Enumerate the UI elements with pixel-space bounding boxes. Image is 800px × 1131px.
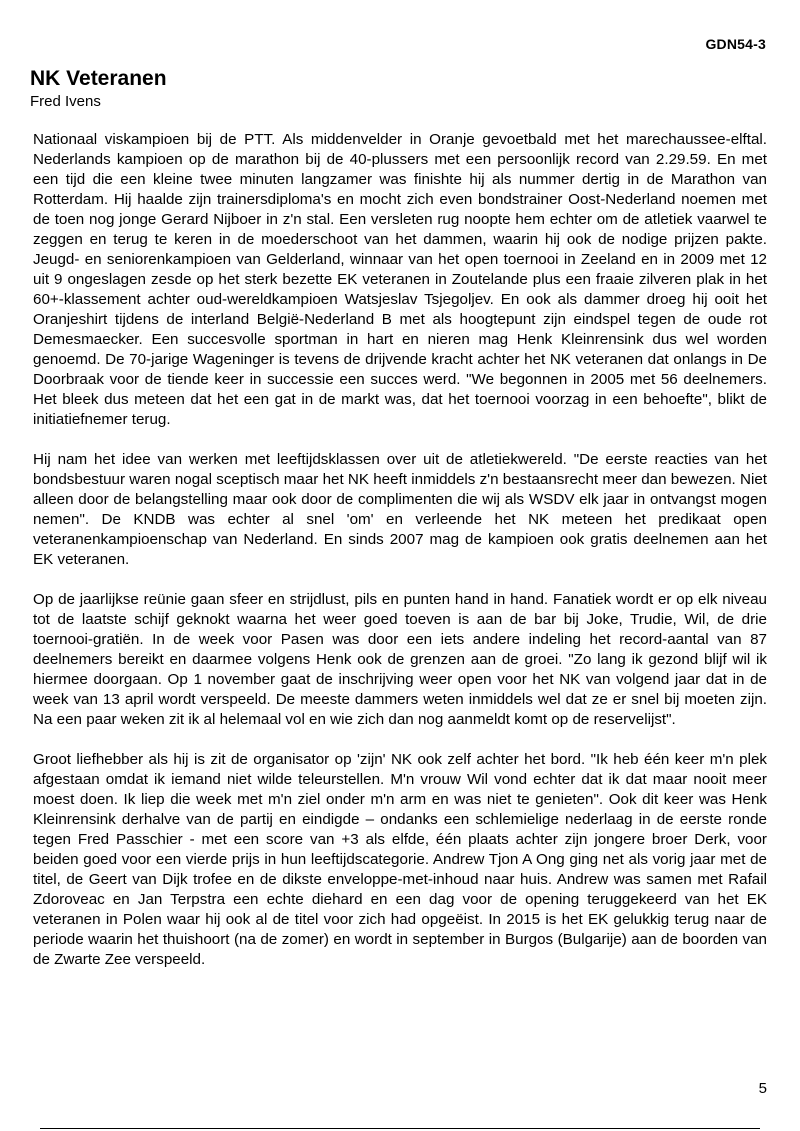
article-header bbox=[30, 66, 770, 112]
paragraph-4: Groot liefhebber als hij is zit de organisator op 'zijn' NK ook zelf achter het bord. "Ik heb één keer m'n plek afgestaan omdat ik iemand niet wilde teleurstellen. M'n vrouw Wil vond echter dat ik dat maar nooit meer moest doen. Ik liep die week met m'n ziel onder m'n arm en was niet te genieten". Ook dit keer was Henk Kleinrensink derhalve van de partij en eindigde – ondanks een schlemielige nederlaag in de eerste ronde tegen Fred Passchier - met een score van +3 als elfde, één plaats achter zijn jongere broer Derk, voor beiden goed voor een vierde prijs in hun leeftijdscategorie. Andrew Tjon A Ong ging net als vorig jaar met de titel, de Geert van Dijk trofee en de dikste enveloppe-met-inhoud naar huis. Andrew was samen met Rafail Zdoroveac en Jan Terpstra een echte diehard en een dag voor de opening teruggekeerd van het EK veteranen in Polen waar hij ook al de titel voor zich had opgeëist. In 2015 is het EK gelukkig terug naar de periode waarin het thuishoort (na de zomer) en wordt in september in Burgos (Bulgarije) aan de boorden van de Zwarte Zee verspeeld. bbox=[33, 751, 767, 968]
paragraph-3: Op de jaarlijkse reünie gaan sfeer en strijdlust, pils en punten hand in hand. Fanatiek wordt er op elk niveau tot de laatste schijf geknokt waarna het weer goed toeven is aan de bar bij Joke, Trudie, Wil, de drie toernooi-gratiën. In de week voor Pasen was door een iets andere indeling het record-aantal van 87 deelnemers bereikt en daarmee volgens Henk ook de grenzen aan de groei. "Zo lang ik gezond blijf wil ik hiermee doorgaan. Op 1 november gaat de inschrijving weer open voor het NK van volgend jaar dat in de week van 13 april wordt verspeeld. De meeste dammers weten inmiddels wel dat ze er snel bij moeten zijn. Na een paar weken zit ik al helemaal vol en wie zich dan nog aanmeldt komt op de reservelijst". bbox=[33, 591, 767, 728]
footer-divider bbox=[40, 1128, 760, 1129]
document-code: GDN54-3 bbox=[705, 36, 766, 52]
paragraph-1: Nationaal viskampioen bij de PTT. Als middenvelder in Oranje gevoetbald met het marechaussee-elftal. Nederlands kampioen op de marathon bij de 40-plussers met een persoonlijk record van 2.29.59. En met een tijd die een kleine twee minuten langzamer was finishte hij als nummer dertig in de Marathon van Rotterdam. Hij haalde zijn trainersdiploma's en mocht zich even bondstrainer Oost-Nederland noemen met de toen nog jonge Gerard Nijboer in z'n stal. Een versleten rug noopte hem echter om de atletiek vaarwel te zeggen en terug te keren in de moederschoot van het dammen, waarin hij ook de nodige prijzen pakte. Jeugd- en seniorenkampioen van Gelderland, winnaar van het open toernooi in Zeeland en in 2009 met 12 uit 9 ongeslagen zesde op het sterk bezette EK veteranen in Zoutelande plus een fraaie zilveren plak in het 60+-klassement achter oud-wereldkampioen Watsjeslav Tsjegoljev. En ook als dammer droeg hij ooit het Oranjeshirt tijdens de interland België-Nederland B met als hoogtepunt zijn eindspel tegen de oude rot Demesmaecker. Een succesvolle sportman in hart en nieren mag Henk Kleinrensink dus wel worden genoemd. De 70-jarige Wageninger is tevens de drijvende kracht achter het NK veteranen dat onlangs in De Doorbraak voor de tiende keer in successie een succes werd. "We begonnen in 2005 met 56 deelnemers. Het bleek dus meteen dat het een gat in de markt was, dat het toernooi voorzag in een behoefte", blikt de initiatiefnemer terug. bbox=[33, 131, 767, 428]
paragraph-2: Hij nam het idee van werken met leeftijdsklassen over uit de atletiekwereld. "De eerste reacties van het bondsbestuur waren nogal sceptisch maar het NK heeft inmiddels z'n bestaansrecht meer dan bewezen. Niet alleen door de belangstelling maar ook door de complimenten die wij als WSDV elk jaar in ontvangst mogen nemen". De KNDB was echter al snel 'om' en verleende het NK meteen het predikaat open veteranenkampioenschap van Nederland. En sinds 2007 mag de kampioen ook gratis deelnemen aan het EK veteranen. bbox=[33, 451, 767, 568]
article-author: Fred Ivens bbox=[30, 93, 101, 110]
article-title: NK Veteranen bbox=[30, 67, 167, 90]
article-body bbox=[33, 130, 767, 990]
page-number: 5 bbox=[758, 1080, 767, 1097]
